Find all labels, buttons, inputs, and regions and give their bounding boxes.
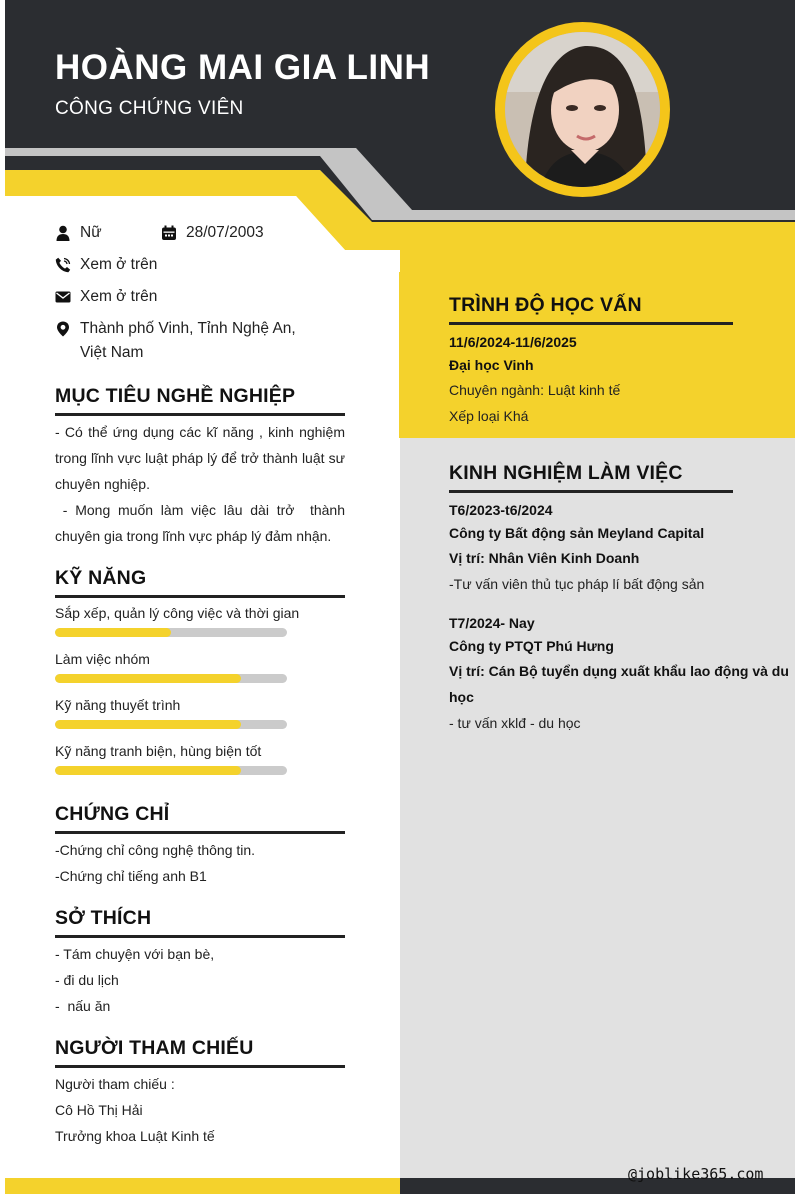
header-banner [0, 0, 796, 275]
references-divider [55, 1065, 345, 1068]
gender-value: Nữ [80, 224, 102, 241]
education-divider [449, 322, 733, 325]
address-row [55, 320, 296, 365]
education-rank: Xếp loại Khá [449, 408, 529, 424]
gender-row [55, 224, 102, 245]
education-period: 11/6/2024-11/6/2025 [449, 334, 577, 350]
footer-bar-left [0, 1178, 400, 1194]
reference-item: Người tham chiếu : [55, 1076, 175, 1092]
job-position-continued: học [449, 689, 474, 705]
skill-label: Sắp xếp, quản lý công việc và thời gian [55, 605, 300, 621]
left-margin [0, 0, 5, 1194]
certificates-title: CHỨNG CHỈ [55, 803, 170, 825]
skill-bar-fill [55, 720, 241, 729]
objective-text [55, 419, 349, 549]
watermark: @joblike365.com [628, 1165, 764, 1183]
job-description: -Tư vấn viên thủ tục pháp lí bất động sản [449, 576, 705, 592]
avatar [505, 32, 660, 187]
job-position: Vị trí: Nhân Viên Kinh Doanh [449, 550, 640, 566]
email-row [55, 288, 157, 309]
skill-label: Làm việc nhóm [55, 651, 150, 667]
skill-bar [55, 720, 287, 729]
job-company: Công ty PTQT Phú Hưng [449, 638, 614, 654]
objective-para-2: - Mong muốn làm việc lâu dài trở thành chuyên gia trong lĩnh vực pháp lý đảm nhận. [55, 502, 349, 544]
email-value: Xem ở trên [80, 288, 158, 305]
candidate-name: HOÀNG MAI GIA LINH [55, 48, 431, 87]
address-line-1: Thành phố Vinh, Tỉnh Nghệ An, [80, 320, 296, 337]
certificate-item: -Chứng chỉ tiếng anh B1 [55, 868, 207, 884]
reference-item: Trưởng khoa Luật Kinh tế [55, 1128, 215, 1144]
education-title: TRÌNH ĐỘ HỌC VẤN [449, 294, 642, 316]
skill-bar [55, 674, 287, 683]
job-position: Vị trí: Cán Bộ tuyển dụng xuất khẩu lao động và du [449, 663, 789, 679]
certificates-divider [55, 831, 345, 834]
phone-value: Xem ở trên [80, 256, 158, 273]
job-company: Công ty Bất động sản Meyland Capital [449, 525, 705, 541]
objective-divider [55, 413, 345, 416]
hobbies-divider [55, 935, 345, 938]
user-icon [55, 225, 71, 241]
job-period: T6/2023-t6/2024 [449, 502, 553, 518]
job-period: T7/2024- Nay [449, 615, 535, 631]
skills-title: KỸ NĂNG [55, 567, 147, 589]
calendar-icon [161, 225, 177, 241]
dob-row [161, 224, 264, 245]
objective-title: MỤC TIÊU NGHỀ NGHIỆP [55, 385, 296, 407]
job-description: - tư vấn xklđ - du học [449, 715, 581, 731]
hobby-item: - đi du lịch [55, 972, 119, 988]
address-line-2: Việt Nam [80, 344, 144, 361]
skill-bar-fill [55, 674, 241, 683]
hobby-item: - nấu ăn [55, 998, 111, 1014]
candidate-job-title: CÔNG CHỨNG VIÊN [55, 98, 244, 119]
envelope-icon [55, 289, 71, 305]
profile-photo [495, 22, 670, 197]
experience-title: KINH NGHIỆM LÀM VIỆC [449, 462, 683, 484]
education-major: Chuyên ngành: Luật kinh tế [449, 382, 621, 398]
hobbies-title: SỞ THÍCH [55, 907, 152, 929]
skill-label: Kỹ năng tranh biện, hùng biện tốt [55, 743, 262, 759]
phone-row [55, 256, 157, 277]
objective-para-1: - Có thể ứng dụng các kĩ năng , kinh nghiệm trong lĩnh vực luật pháp lý để trở thành luật sư chuyên nghiệp. [55, 424, 345, 492]
skill-bar-fill [55, 628, 171, 637]
address-value [80, 317, 296, 365]
education-school: Đại học Vinh [449, 357, 534, 373]
dob-value: 28/07/2003 [186, 224, 264, 241]
phone-icon [55, 257, 71, 273]
skill-bar [55, 628, 287, 637]
map-pin-icon [55, 321, 71, 337]
skill-bar [55, 766, 287, 775]
skills-divider [55, 595, 345, 598]
skill-bar-fill [55, 766, 241, 775]
skill-label: Kỹ năng thuyết trình [55, 697, 181, 713]
references-title: NGƯỜI THAM CHIẾU [55, 1037, 254, 1059]
hobby-item: - Tám chuyện với bạn bè, [55, 946, 215, 962]
certificate-item: -Chứng chỉ công nghệ thông tin. [55, 842, 256, 858]
experience-divider [449, 490, 733, 493]
reference-item: Cô Hồ Thị Hải [55, 1102, 143, 1118]
